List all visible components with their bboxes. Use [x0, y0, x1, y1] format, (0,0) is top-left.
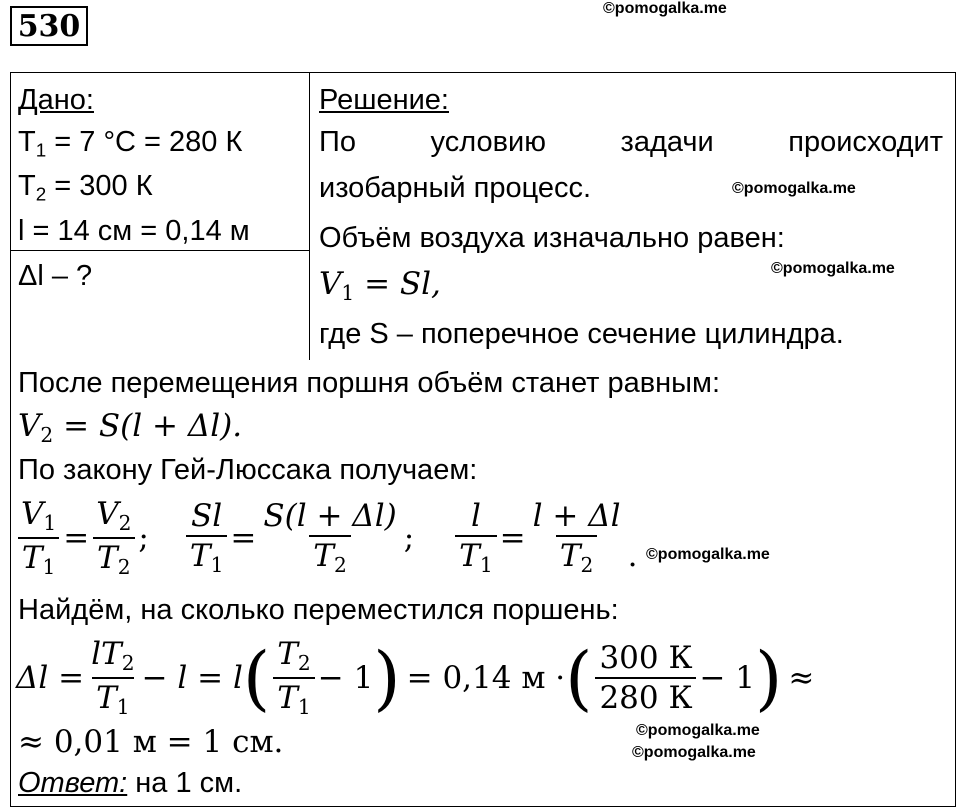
left-paren: ( — [242, 637, 271, 720]
displacement-calculation: Δl = $\frac{lT_2}{T_1}$ − l = l ( $\frac{T_2}{T_1}$ − 1 ) = 0,14 м · ( $\frac{300 К}{280 К}$ − 1 ) ≈ — [16, 636, 815, 720]
fraction-lt2-t1: $\frac{lT_2}{T_1}$ — [91, 636, 135, 720]
solution-text-4: После перемещения поршня объём станет равным: — [18, 367, 721, 399]
fraction-sl-t1: $\frac{Sl}{T_1}$ — [186, 500, 228, 577]
fraction-l-dl-t2: $\frac{l + \Delta l}{T_2}$ — [532, 497, 621, 578]
answer-value: на 1 см. — [127, 767, 243, 799]
watermark: ©pomogalka.me — [636, 722, 760, 739]
equation-v2: $V_2 = S(l + \Delta l)$. — [18, 408, 243, 448]
solution-text-6: Найдём, на сколько переместился поршень: — [18, 594, 619, 626]
fraction-v1-t1: $\frac{V_1}{T_1}$ — [17, 498, 60, 578]
right-paren: ) — [373, 637, 401, 720]
given-heading: Дано: — [18, 84, 94, 116]
given-find: Δl – ? — [18, 260, 93, 292]
problem-number: 530 — [10, 6, 88, 46]
solution-text-5: По закону Гей-Люссака получаем: — [18, 454, 478, 486]
given-t1: $T_1 = 7$ °C = 280 К — [18, 126, 243, 161]
watermark: ©pomogalka.me — [771, 260, 895, 277]
solution-text-1a: По условию задачи происходит — [319, 126, 943, 158]
fraction-v2-t2: $\frac{V_2}{T_2}$ — [92, 498, 135, 578]
given-divider-vertical — [309, 72, 310, 360]
fraction-l-t1: $\frac{l}{T_1}$ — [455, 500, 497, 577]
answer-label: Ответ: — [18, 767, 128, 799]
result-line: ≈ 0,01 м = 1 см. — [18, 724, 284, 760]
given-divider-horizontal — [10, 250, 310, 251]
fraction-t2-t1: $\frac{T_2}{T_1}$ — [273, 638, 315, 718]
watermark: ©pomogalka.me — [646, 546, 770, 563]
watermark: ©pomogalka.me — [632, 744, 756, 761]
equation-v1: $V_1 = Sl$, — [319, 266, 441, 306]
fraction-s-l-dl-t2: $\frac{S(l + \Delta l)}{T_2}$ — [263, 497, 397, 578]
left-paren: ( — [565, 637, 593, 720]
solution-text-3: где S – поперечное сечение цилиндра. — [319, 318, 844, 350]
answer-line — [18, 769, 242, 798]
solution-heading: Решение: — [319, 84, 449, 116]
watermark: ©pomogalka.me — [603, 0, 727, 17]
given-t2: $T_2 = 300$ К — [18, 170, 153, 205]
right-paren: ) — [755, 637, 783, 720]
fraction-300-280: $\frac{300 К}{280 К}$ — [595, 642, 696, 715]
watermark: ©pomogalka.me — [732, 180, 856, 197]
gay-lussac-equations: $\frac{V_1}{T_1}$ = $\frac{V_2}{T_2}$ ; $\frac{Sl}{T_1}$ = $\frac{S(l + \Delta l)}{T_2}$ ; $\frac{l}{T_1}$ = $\frac{l + \Delta l}{T_2}$ . — [14, 498, 637, 578]
solution-text-2: Объём воздуха изначально равен: — [319, 222, 785, 254]
given-length: l = 14 см = 0,14 м — [18, 215, 250, 247]
solution-text-1b: изобарный процесс. — [319, 172, 592, 204]
